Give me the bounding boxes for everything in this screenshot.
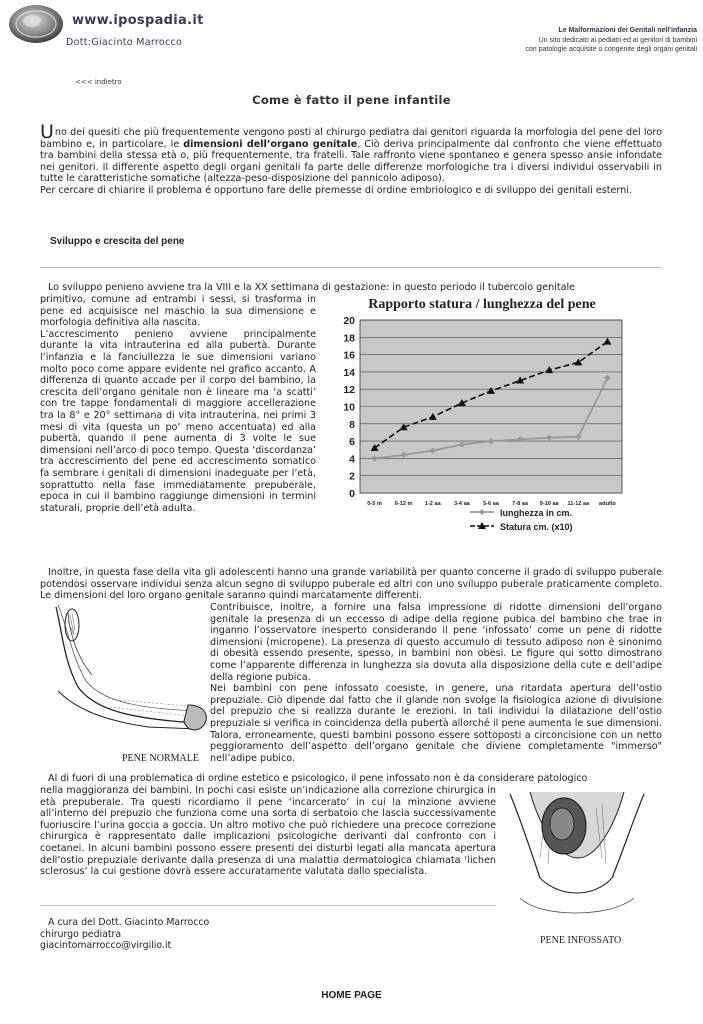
y-tick-label: 2 [349,470,355,483]
buried-penis-illustration [500,788,654,950]
growth-first-line: Lo sviluppo penieno avviene tra la VIII e la XX settimana di gestazione: in questo periodo il tubercolo genitale [48,282,576,293]
tagline-line-2: con patologie acquisite o congenite degli organi genitali [525,46,697,53]
growth-chart [332,290,632,542]
growth-paragraph-1: primitivo, comune ad entrambi i sessi, si trasforma in pene ed acquisisce nel maschio la sua dimensione e morfologia definitiva alla nascita. [40,294,316,329]
y-tick-label: 12 [343,384,355,397]
y-tick-label: 6 [349,436,355,449]
y-tick-label: 4 [349,453,355,466]
y-tick-label: 0 [349,488,355,500]
chart-title: Rapporto statura / lunghezza del pene [368,297,596,312]
intro-paragraph [40,121,662,197]
adolescence-paragraph-3: Nei bambini con pene infossato coesiste, in genere, una ritardata apertura dell’ostio prepuziale. Ciò dipende dal fatto che il glande non svolge la fisiologica azione di divulsione del prepuzio che si realizza durante le erezioni. In tali individui la dilatazione dell’ostio prepuziale si verifica in coincidenza della pubertà allorché il pene aumenta le sue dimensioni. Talora, erroneamente, questi bambini possono essere sottoposti a circoncisione con un netto peggioramento dell’aspetto dell’organo genitale che diviene completamente "immerso" nell’adipe pubico. [210,683,662,764]
x-tick-label: 5-6 aa [483,501,499,507]
site-author: Dott:Giacinto Marrocco [66,37,183,48]
site-tagline [437,26,697,55]
intro-bold: dimensioni dell’organo genitale [183,138,358,150]
aesthetic-paragraph: nella maggioranza dei bambini. In pochi casi esiste un’indicazione alla correzione chirurgica in età prepuberale. Tra questi ricordiamo il pene ‘incarcerato’ in cui la minzione avviene all’interno del prepuzio che funziona come una sorta di serbatoio che lascia successivamente fuoriuscire l’urina goccia a goccia. Un altro motivo che può richiedere una precoce correzione chirurgica è rappresentato dalle implicazioni psicologiche derivanti dal confronto con i coetanei. In alcuni bambini possono essere presenti dei disturbi legati alla mancata apertura dell’ostio prepuziale derivante dalla presenza di una malattia dermatologica chiamata ‘lichen sclerosus’ la cui gestione dovrà essere accuratamente valutata dallo specialista. [40,785,496,878]
tagline-title: Le Malformazioni dei Genitali nell'infanzia [558,27,697,34]
credits-line-2: chirurgo pediatra [40,928,122,940]
adolescence-side-column [210,602,662,764]
intro-dropcap: U [40,121,54,143]
author-credits [40,917,209,952]
growth-paragraph-2: L’accrescimento penieno avviene principalmente durante la vita intrauterina ed alla pubertà. Durante l’infanzia e la fanciullezza le sue dimensioni variano molto poco come appare evidente nel grafico accanto. A differenza di quanto accade per il corpo del bambino, la crescita dell’organo genitale non è lineare ma ‘a scatti’ con tre tappe fondamentali di maggiore accellerazione tra la 8° e 20° settimana di vita intrauterina, nei primi 3 mesi di vita (questa un po’ meno accentuata) ed alla pubertà, quando il pene aumenta di 3 volte le sue dimensioni nell’arco di poco tempo. Questa ‘discordanza’ tra accrescimento del pene ed accrescimento somatico fa sembrare i genitali di dimensioni inadeguate per l’età, soprattutto nella fase immediatamente prepuberale, epoca in cui il bambino raggiunge dimensioni in termini staturali, proprie dell’età adulta. [40,328,316,514]
legend-stature-label: Statura cm. (x10) [500,522,573,532]
y-tick-label: 8 [349,418,355,431]
intro-lead: no dei quesiti che più frequentemente vengono posti al chirurgo pediatra dai genitori riguarda la morfologia del pene del loro bambino e, in particolare, le [40,127,662,150]
divider [40,267,662,268]
intro-rest: . Ciò deriva principalmente dal confronto che viene effettuato tra bambini della stessa età o, più frequentemente, tra fratelli. Tale raffronto viene spontaneo e genera spesso ansie infondate nei genitori. Il differente aspetto degli organi genitali fa parte delle differenze morfologiche tra i diversi individui osservabili in tutte le caratteristiche somatiche (altezza-peso-disposizione del pannicolo adiposo). [40,138,662,185]
x-tick-label: 1-2 aa [424,501,441,507]
x-tick-label: 7-8 aa [512,501,529,507]
y-tick-label: 20 [343,315,355,327]
aesthetic-first-line: Al di fuori di una problematica di ordine estetico e psicologico, il pene infossato non è da considerare patologico [48,773,588,784]
intro-paragraph-2: Per cercare di chiarire il problema é opportuno fare delle premesse di ordine embriologico e di sviluppo dei genitali esterni. [40,184,632,196]
x-tick-label: adulto [599,501,616,507]
legend-length-label: lunghezza in cm. [500,508,573,518]
back-link[interactable]: <<< indietro [75,78,122,86]
section-title: Sviluppo e crescita del pene [50,236,185,247]
site-logo[interactable] [8,4,64,44]
x-tick-label: 0-5 m [367,501,382,507]
y-tick-label: 16 [343,349,355,362]
adolescence-paragraph-2: Contribuisce, inoltre, a fornire una falsa impressione di ridotte dimensioni dell’organo genitale la presenza di un eccesso di adipe della regione pubica del bambino che trae in inganno l’osservatore inesperto considerando il pene ‘infossato’ come un pene di ridotte dimensioni (micropene). La presenza di questo accumulo di tessuto adiposo non è sinonimo di obesità essendo presente, spesso, in bambini non obesi. Le figure qui sotto dimostrano come l’apparente differenza in lunghezza sia dovuta alla disposizione della cute e dell’adipe della regione pubica. [210,602,662,683]
legend-length-marker [479,509,485,515]
normal-penis-illustration [48,601,210,767]
x-tick-label: 6-12 m [394,501,413,507]
site-url[interactable]: www.ipospadia.it [72,13,204,28]
page-title: Come è fatto il pene infantile [252,93,451,107]
credits-line-1: A cura del Dott. Giacinto Marrocco [48,917,210,928]
normal-figure-label: PENE NORMALE [122,753,199,764]
x-tick-label: 9-10 aa [539,501,559,507]
buried-figure-label: PENE INFOSSATO [540,935,622,946]
y-tick-label: 14 [343,366,355,379]
x-tick-label: 11-12 aa [567,501,590,507]
footer-divider [40,905,496,906]
y-tick-label: 10 [343,401,355,414]
growth-column [40,294,316,514]
home-page-link[interactable]: HOME PAGE [321,990,382,1001]
y-tick-label: 18 [343,332,355,345]
author-email-link[interactable]: giacintomarrocco@virgilio.it [40,940,172,952]
adolescence-paragraph: Inoltre, in questa fase della vita gli adolescenti hanno una grande variabilità per quanto concerne il grado di sviluppo puberale potendosi osservare individui senza alcun segno di sviluppo puberale ed altri con uno sviluppo puberale praticamente completo. Le dimensioni del loro organo genitale saranno quindi marcatamente differenti. [40,567,662,602]
x-tick-label: 3-4 aa [453,501,470,507]
tagline-line-1: Un sito dedicato ai pediatri ed ai genitori di bambini [538,36,697,44]
